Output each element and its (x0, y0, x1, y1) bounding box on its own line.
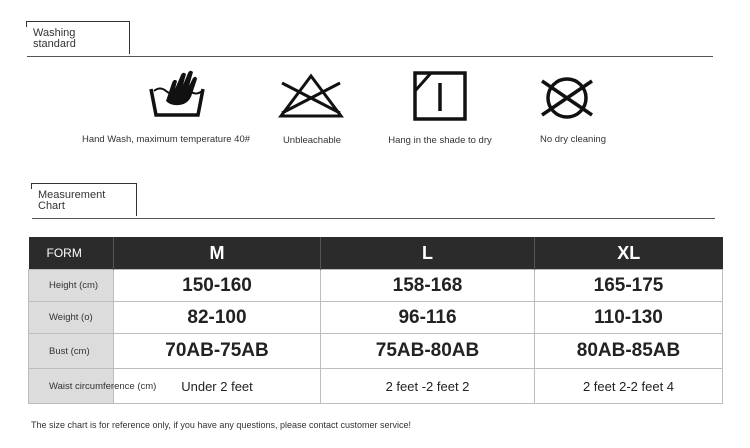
height-xl: 165-175 (535, 270, 723, 302)
size-header-l: L (321, 237, 535, 270)
measurement-divider (32, 218, 715, 219)
size-chart-table (28, 237, 723, 404)
waist-m: Under 2 feet (114, 369, 321, 404)
form-header: FORM (29, 237, 114, 270)
washing-divider (27, 56, 713, 57)
table-row (29, 270, 723, 302)
shade-dry-label: Hang in the shade to dry (388, 135, 492, 146)
row-label-weight: Weight (o) (29, 302, 114, 334)
size-header-m: M (114, 237, 321, 270)
washing-standard-title: Washing standard (33, 27, 76, 50)
height-m: 150-160 (114, 270, 321, 302)
measurement-tag-line2: Chart (38, 200, 65, 212)
bust-xl: 80AB-85AB (535, 334, 723, 369)
waist-l: 2 feet -2 feet 2 (321, 369, 535, 404)
no-bleach-label: Unbleachable (282, 135, 342, 146)
table-row (29, 369, 723, 404)
hand-wash-icon (148, 67, 206, 119)
weight-xl: 110-130 (535, 302, 723, 334)
shade-dry-icon (413, 71, 467, 121)
bust-l: 75AB-80AB (321, 334, 535, 369)
table-header-row (29, 237, 723, 270)
row-label-height: Height (cm) (29, 270, 114, 302)
row-label-bust: Bust (cm) (29, 334, 114, 369)
measurement-chart-tag (32, 183, 137, 216)
table-row (29, 334, 723, 369)
weight-m: 82-100 (114, 302, 321, 334)
height-l: 158-168 (321, 270, 535, 302)
size-header-xl: XL (535, 237, 723, 270)
weight-l: 96-116 (321, 302, 535, 334)
measurement-tag-line1: Measurement (38, 189, 106, 201)
no-dry-clean-icon (539, 75, 595, 121)
bust-m: 70AB-75AB (114, 334, 321, 369)
size-chart-footnote: The size chart is for reference only, if you have any questions, please contact customer service! (31, 420, 412, 430)
waist-xl: 2 feet 2-2 feet 4 (535, 369, 723, 404)
no-bleach-icon (278, 73, 344, 119)
hand-wash-label: Hand Wash, maximum temperature 40# (81, 134, 251, 145)
no-dry-clean-label: No dry cleaning (539, 134, 606, 145)
washing-standard-tag (27, 21, 130, 54)
table-row (29, 302, 723, 334)
row-label-waist: Waist circumference (cm) (29, 369, 114, 404)
